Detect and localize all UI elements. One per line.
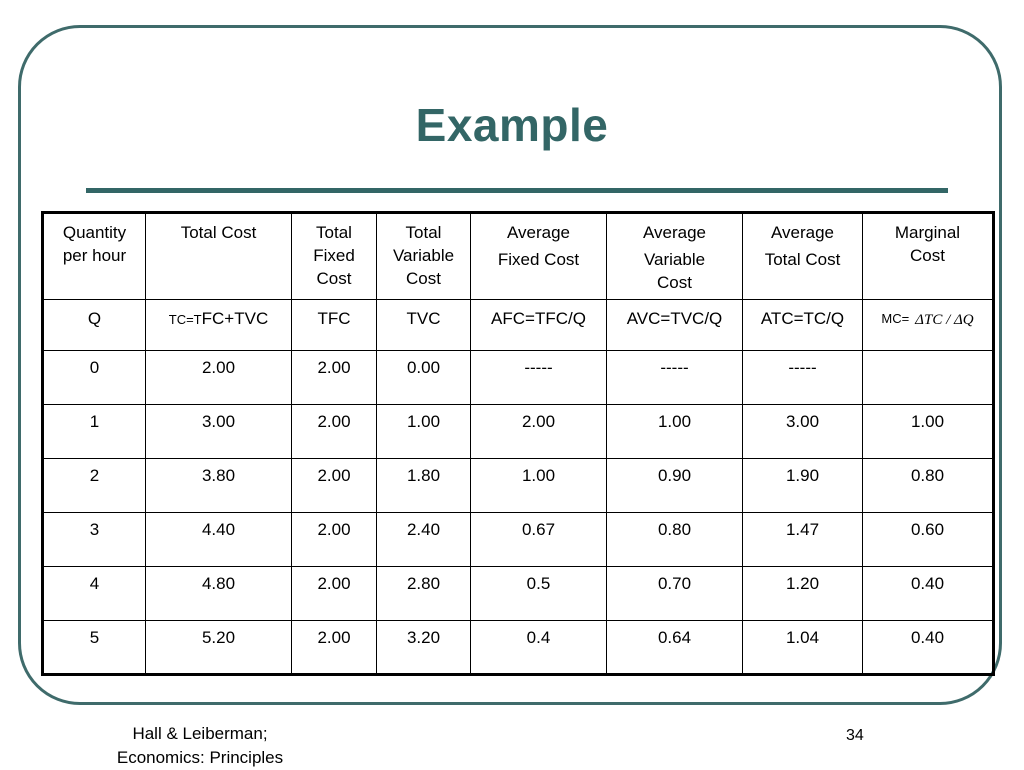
header-avc-line2: Variable	[643, 250, 706, 269]
cell-tvc: 0.00	[377, 351, 471, 405]
footer-line1: Hall & Leiberman;	[132, 724, 268, 743]
header-tfc-line2: Fixed	[313, 246, 355, 265]
cell-q: 3	[43, 513, 146, 567]
table-row	[43, 621, 994, 675]
cell-afc: -----	[471, 351, 607, 405]
header-mc-line2: Cost	[910, 246, 945, 265]
cell-tc: 4.40	[146, 513, 292, 567]
footer-line2: Economics: Principles	[116, 748, 284, 767]
page-number: 34	[846, 727, 864, 744]
cell-q: 5	[43, 621, 146, 675]
header-tvc-line2: Variable	[392, 246, 455, 265]
cell-mc: 0.80	[863, 459, 994, 513]
cell-tfc: 2.00	[292, 513, 377, 567]
header-total-variable-cost	[377, 213, 471, 300]
footer-citation	[100, 722, 300, 770]
table-row	[43, 513, 994, 567]
abbr-tc-rest: FC+TVC	[201, 309, 269, 328]
header-row	[43, 213, 994, 300]
cell-mc: 0.60	[863, 513, 994, 567]
cell-tfc: 2.00	[292, 351, 377, 405]
cell-mc: 0.40	[863, 567, 994, 621]
cost-table	[41, 211, 995, 676]
header-tvc-line3: Cost	[406, 269, 441, 288]
cell-atc: 1.20	[743, 567, 863, 621]
cell-q: 2	[43, 459, 146, 513]
abbr-avc: AVC=TVC/Q	[607, 300, 743, 351]
abbr-tfc: TFC	[292, 300, 377, 351]
cell-afc: 2.00	[471, 405, 607, 459]
header-atc-line1: Average	[770, 223, 834, 242]
cell-tvc: 1.00	[377, 405, 471, 459]
abbr-mc-formula: ΔTC / ΔQ	[915, 312, 974, 328]
abbr-tc	[146, 300, 292, 351]
cell-avc: 0.64	[607, 621, 743, 675]
cell-atc: 1.04	[743, 621, 863, 675]
cell-tc: 2.00	[146, 351, 292, 405]
cell-tvc: 2.80	[377, 567, 471, 621]
cell-atc: 1.47	[743, 513, 863, 567]
abbr-mc-prefix: MC=	[881, 311, 910, 326]
cell-afc: 0.67	[471, 513, 607, 567]
header-average-variable-cost	[607, 213, 743, 300]
cell-tfc: 2.00	[292, 405, 377, 459]
header-average-fixed-cost	[471, 213, 607, 300]
cell-mc: 0.40	[863, 621, 994, 675]
header-atc-line2: Total Cost	[764, 250, 841, 269]
table-row	[43, 405, 994, 459]
header-average-total-cost	[743, 213, 863, 300]
cell-afc: 1.00	[471, 459, 607, 513]
abbreviation-row	[43, 300, 994, 351]
header-afc-line2: Fixed Cost	[497, 250, 580, 269]
header-avc-line1: Average	[642, 223, 706, 242]
header-quantity-line1: Quantity	[62, 223, 127, 242]
table-row	[43, 459, 994, 513]
cell-mc	[863, 351, 994, 405]
abbr-atc: ATC=TC/Q	[743, 300, 863, 351]
cell-tvc: 2.40	[377, 513, 471, 567]
table-row	[43, 567, 994, 621]
cell-atc: -----	[743, 351, 863, 405]
header-quantity-line2: per hour	[62, 246, 127, 265]
header-marginal-cost	[863, 213, 994, 300]
header-tfc-line1: Total	[316, 223, 352, 242]
cell-tfc: 2.00	[292, 567, 377, 621]
abbr-q: Q	[43, 300, 146, 351]
abbr-tc-prefix: TC=T	[168, 312, 202, 327]
cell-avc: -----	[607, 351, 743, 405]
header-tfc-line3: Cost	[316, 269, 352, 288]
header-afc-line1: Average	[506, 223, 570, 242]
cell-avc: 0.90	[607, 459, 743, 513]
cell-atc: 1.90	[743, 459, 863, 513]
title-underline	[86, 188, 948, 193]
cell-mc: 1.00	[863, 405, 994, 459]
cell-avc: 0.80	[607, 513, 743, 567]
cell-tc: 4.80	[146, 567, 292, 621]
header-avc-line3: Cost	[657, 273, 692, 292]
cell-tc: 5.20	[146, 621, 292, 675]
header-total-cost	[146, 213, 292, 300]
cell-avc: 0.70	[607, 567, 743, 621]
cell-tc: 3.00	[146, 405, 292, 459]
cell-tvc: 1.80	[377, 459, 471, 513]
cell-atc: 3.00	[743, 405, 863, 459]
cell-avc: 1.00	[607, 405, 743, 459]
header-tvc-line1: Total	[405, 223, 442, 242]
cell-afc: 0.5	[471, 567, 607, 621]
header-mc-line1: Marginal	[894, 223, 961, 242]
slide-title: Example	[415, 99, 609, 151]
abbr-mc	[863, 300, 994, 351]
cell-q: 1	[43, 405, 146, 459]
header-total-cost-label: Total Cost	[180, 223, 257, 242]
table-row	[43, 351, 994, 405]
cell-tvc: 3.20	[377, 621, 471, 675]
abbr-afc: AFC=TFC/Q	[471, 300, 607, 351]
header-quantity	[43, 213, 146, 300]
header-total-fixed-cost	[292, 213, 377, 300]
cell-tfc: 2.00	[292, 621, 377, 675]
cell-tc: 3.80	[146, 459, 292, 513]
abbr-tvc: TVC	[377, 300, 471, 351]
cell-afc: 0.4	[471, 621, 607, 675]
cell-tfc: 2.00	[292, 459, 377, 513]
cell-q: 0	[43, 351, 146, 405]
cell-q: 4	[43, 567, 146, 621]
